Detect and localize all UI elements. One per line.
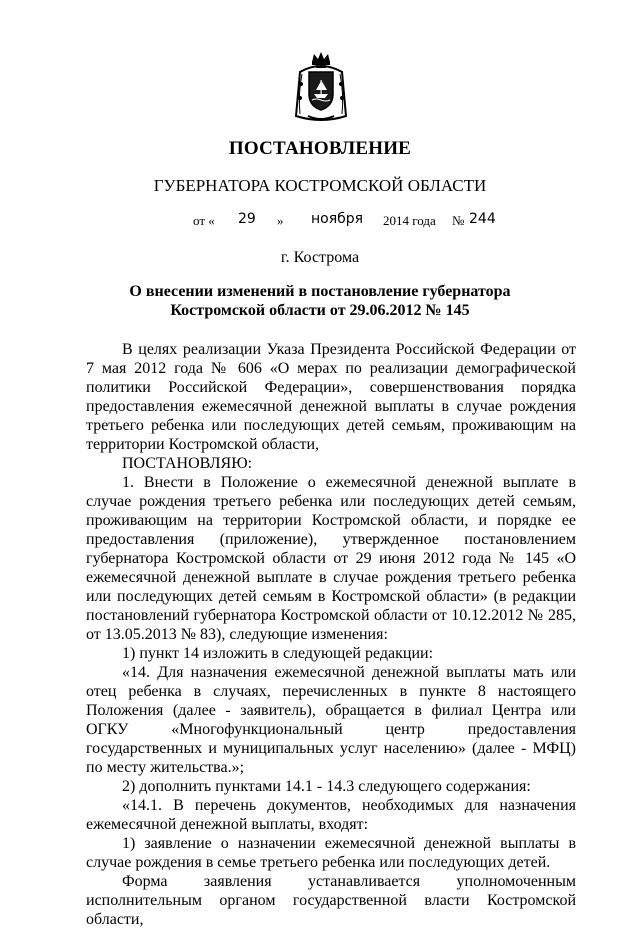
kostroma-coat-of-arms-icon <box>292 50 350 126</box>
date-close-quote: » <box>277 213 284 228</box>
paragraph: Форма заявления устанавливается уполномоченным исполнительным органом государственной власти Костромской области, <box>86 873 576 928</box>
number-sign: № <box>452 213 465 228</box>
document-number: 244 <box>469 211 496 227</box>
heading-line-2: Костромской области от 29.06.2012 № 145 <box>170 302 470 319</box>
paragraph: 1. Внести в Положение о ежемесячной денежной выплате в случае рождения третьего ребенка или последующих детей семьям, проживающим на территории Костромской области, и порядке ее предоставления (приложение), утвержденное постановлением губернатора Костромской области от 29 июня 2012 года № 145 «О ежемесячной денежной выплате в случае рождения третьего ребенка или последующих детей семьям в Костромской области» (в редакции постановлений губернатора Костромской области от 10.12.2012 № 285, от 13.05.2013 № 83), следующие изменения: <box>86 474 576 643</box>
issuer-line: ГУБЕРНАТОРА КОСТРОМСКОЙ ОБЛАСТИ <box>153 176 487 195</box>
paragraph: «14. Для назначения ежемесячной денежной выплаты мать или отец ребенка в случаях, перечисленных в пункте 8 настоящего Положения (далее - заявитель), обращается в филиал Центра или ОГКУ «Многофункциональный центр предоставления государственных и муниципальных услуг населению» (далее - МФЦ) по месту жительства.»; <box>86 664 576 776</box>
paragraph: «14.1. В перечень документов, необходимых для назначения ежемесячной денежной выплаты, входят: <box>86 797 576 833</box>
document-heading <box>120 282 520 320</box>
document-body <box>86 340 576 929</box>
date-year: 2014 года <box>383 213 436 228</box>
paragraph: В целях реализации Указа Президента Российской Федерации от 7 мая 2012 года № 606 «О мерах по реализации демографической политики Российской Федерации», совершенствования порядка предоставления ежемесячной денежной выплаты в случае рождения третьего ребенка или последующих детей семьям, проживающим на территории Костромской области, <box>86 341 576 453</box>
city-line: г. Кострома <box>280 249 360 266</box>
heading-line-1: О внесении изменений в постановление губернатора <box>129 283 511 300</box>
paragraph: 2) дополнить пунктами 14.1 - 14.3 следующего содержания: <box>122 778 531 795</box>
date-day: 29 <box>238 211 256 227</box>
date-prefix: от « <box>193 213 215 228</box>
document-title: ПОСТАНОВЛЕНИЕ <box>228 138 412 159</box>
date-number-line <box>0 211 640 233</box>
paragraph: ПОСТАНОВЛЯЮ: <box>122 455 253 472</box>
date-month: ноября <box>311 211 364 227</box>
paragraph: 1) заявление о назначении ежемесячной денежной выплаты в случае рождения в семье третьего ребенка или последующих детей. <box>86 835 576 871</box>
paragraph: 1) пункт 14 изложить в следующей редакции: <box>122 645 434 662</box>
